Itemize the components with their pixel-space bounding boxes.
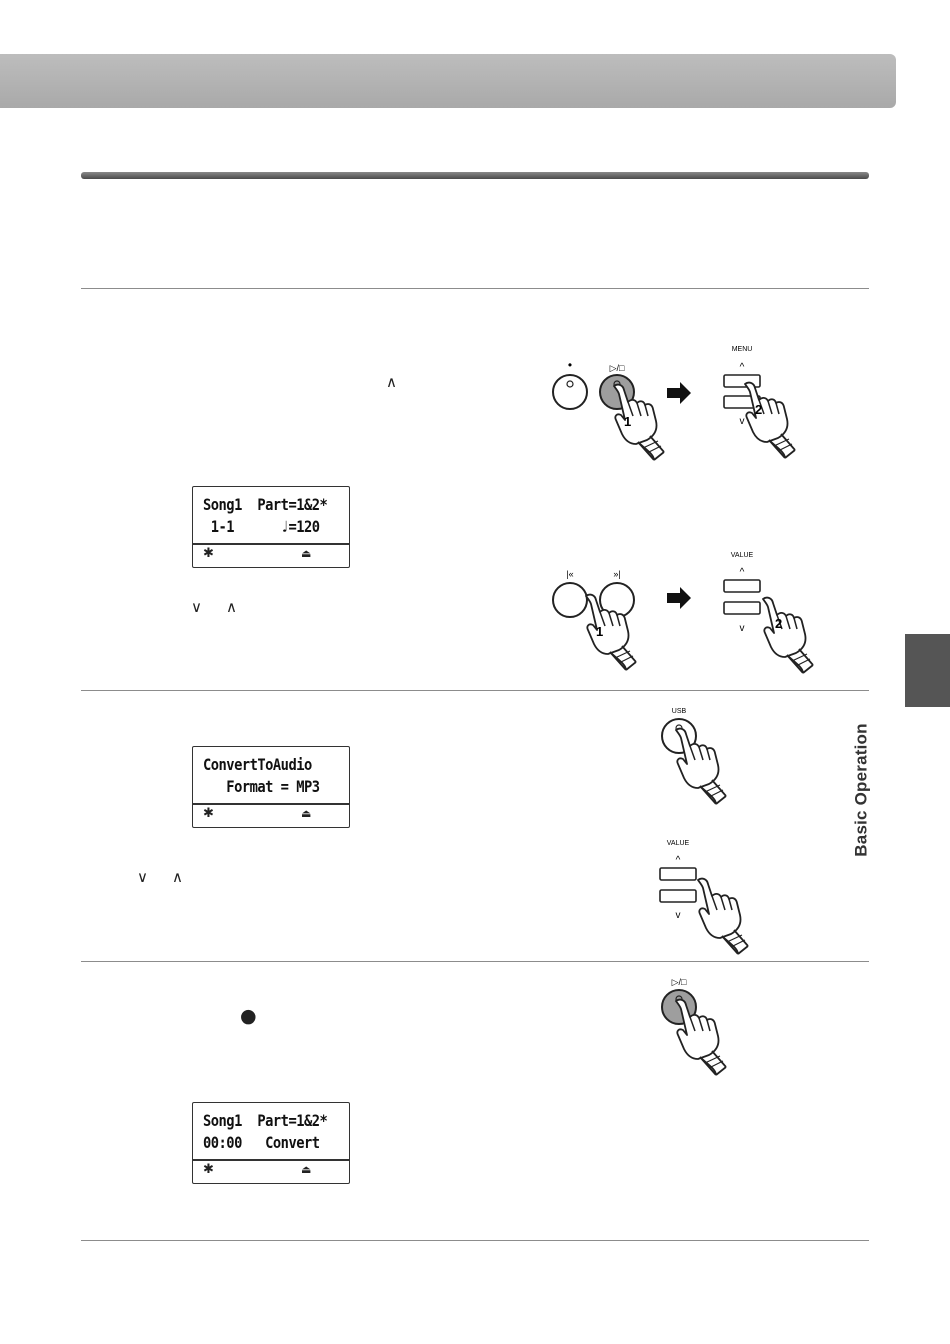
up-arrow-icon: ∧	[386, 373, 397, 391]
usb-device-icon: ⏏	[301, 807, 312, 820]
value-down-button	[660, 890, 696, 902]
play-stop-symbol: ▷/□	[609, 363, 625, 373]
up-arrow-icon: ∧	[226, 598, 237, 616]
record-dot-icon: ●	[240, 1005, 257, 1027]
usb-button-illustration	[662, 708, 726, 804]
lcd-line-1: Song1 Part=1&2*	[203, 495, 328, 514]
right-arrow-icon	[667, 587, 691, 609]
value-label: VALUE	[730, 552, 754, 559]
usb-label: USB	[671, 708, 687, 715]
pointing-hand-icon	[763, 598, 813, 673]
down-arrow-icon: ∨	[137, 868, 148, 886]
rewind-button	[553, 583, 587, 617]
down-caret: v	[739, 416, 745, 427]
lcd-line-2: 00:00 Convert	[203, 1133, 320, 1152]
down-caret: v	[675, 910, 681, 921]
forward-symbol: »|	[613, 569, 621, 579]
down-arrow-icon: ∨	[191, 598, 202, 616]
right-arrow-icon	[667, 382, 691, 404]
up-arrow-icon: ∧	[172, 868, 183, 886]
step-2-label: 2	[755, 402, 763, 417]
pointing-hand-icon	[745, 383, 795, 458]
lcd-line-1: ConvertToAudio	[203, 755, 312, 774]
record-play-menu-illustration	[553, 346, 795, 460]
rewind-forward-value-illustration	[553, 552, 813, 673]
pointing-hand-icon	[614, 385, 664, 460]
value-label: VALUE	[666, 840, 690, 847]
value-up-button	[724, 580, 760, 592]
usb-device-icon: ⏏	[301, 547, 312, 560]
down-caret: v	[739, 623, 745, 634]
up-caret: ^	[739, 362, 745, 373]
value-buttons-illustration	[660, 840, 748, 954]
pointing-hand-icon	[676, 1000, 726, 1075]
bluetooth-icon: ✱	[203, 806, 214, 821]
bluetooth-icon: ✱	[203, 1162, 214, 1177]
lcd-line-2: 1-1 ♩=120	[203, 517, 320, 536]
rewind-symbol: |«	[566, 569, 574, 579]
value-down-button	[724, 602, 760, 614]
lcd-line-2: Format = MP3	[203, 777, 320, 796]
lcd-line-1: Song1 Part=1&2*	[203, 1111, 328, 1130]
usb-device-icon: ⏏	[301, 1163, 312, 1176]
bluetooth-icon: ✱	[203, 546, 214, 561]
step-1-label: 1	[596, 624, 604, 639]
side-tab-label: Basic Operation	[851, 723, 871, 857]
up-caret: ^	[739, 567, 745, 578]
pointing-hand-icon	[676, 729, 726, 804]
value-up-button	[660, 868, 696, 880]
step-2-label: 2	[775, 616, 783, 631]
play-stop-symbol: ▷/□	[671, 977, 687, 987]
menu-label: MENU	[731, 346, 753, 353]
pointing-hand-icon	[698, 879, 748, 954]
play-stop-illustration	[662, 977, 726, 1075]
up-caret: ^	[675, 855, 681, 866]
record-symbol: •	[567, 358, 573, 372]
record-button	[553, 375, 587, 409]
step-1-label: 1	[624, 414, 632, 429]
